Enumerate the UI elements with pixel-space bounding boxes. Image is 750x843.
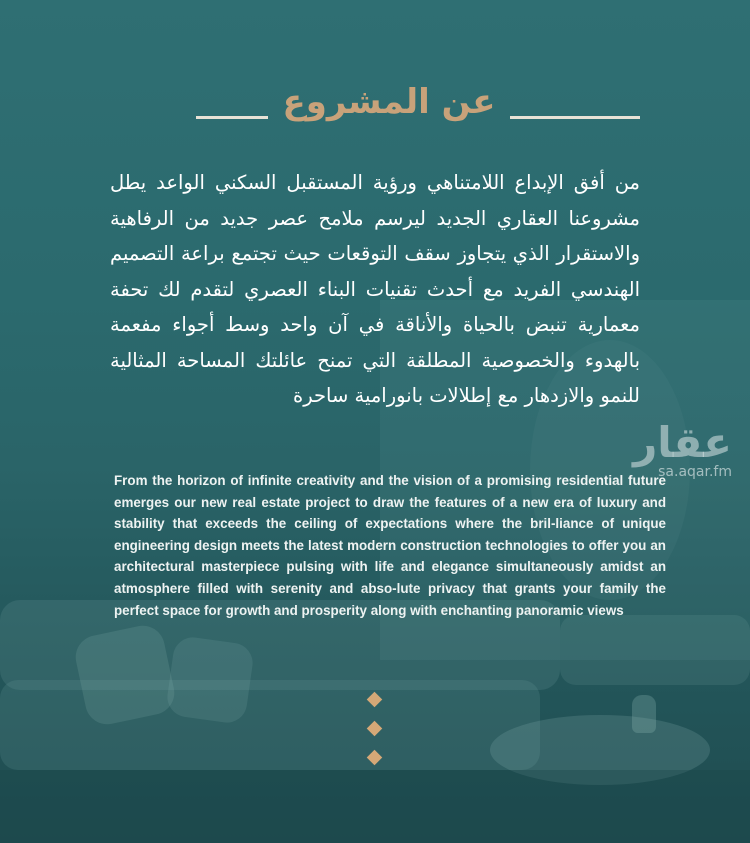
background-floor: [0, 770, 750, 843]
title-row: [0, 82, 750, 132]
page-title: عن المشروع: [282, 82, 496, 122]
background-side-sofa: [560, 615, 750, 685]
watermark-url: sa.aqar.fm: [658, 464, 732, 480]
english-description: From the horizon of infinite creativity and the vision of a promising residential future emerges our new real estate project to draw the features of a new era of luxury and stability that exceeds the ceiling of expectations where the bril-liance of unique engineering design meets the latest modern construction technologies to offer you an architectural masterpiece pulsing with life and elegance simultaneously amidst an atmosphere filled with serenity and abso-lute privacy that grants your family the perfect space for growth and prosperity along with enchanting panoramic views: [114, 473, 666, 618]
title-divider-left: [196, 116, 268, 119]
background-vase: [632, 695, 656, 733]
background-sofa-seat: [0, 680, 540, 770]
arabic-description: من أفق الإبداع اللامتناهي ورؤية المستقبل السكني الواعد يطل مشروعنا العقاري الجديد ليرسم ملامح عصر جديد من الرفاهية والاستقرار الذي يتجاوز سقف التوقعات حيث تجتمع براعة التصميم الهندسي الفريد مع أحدث تقنيات البناء العصري لتقدم لك تحفة معمارية تنبض بالحياة والأناقة في آن واحد وسط أجواء مفعمة بالهدوء والخصوصية المطلقة التي تمنح عائلتك المساحة المثالية للنمو والازدهار مع إطلالات بانورامية ساحرة: [110, 171, 640, 407]
title-divider-right: [510, 116, 640, 119]
background-cushion: [165, 635, 255, 725]
watermark-logo: عقار: [633, 418, 732, 467]
